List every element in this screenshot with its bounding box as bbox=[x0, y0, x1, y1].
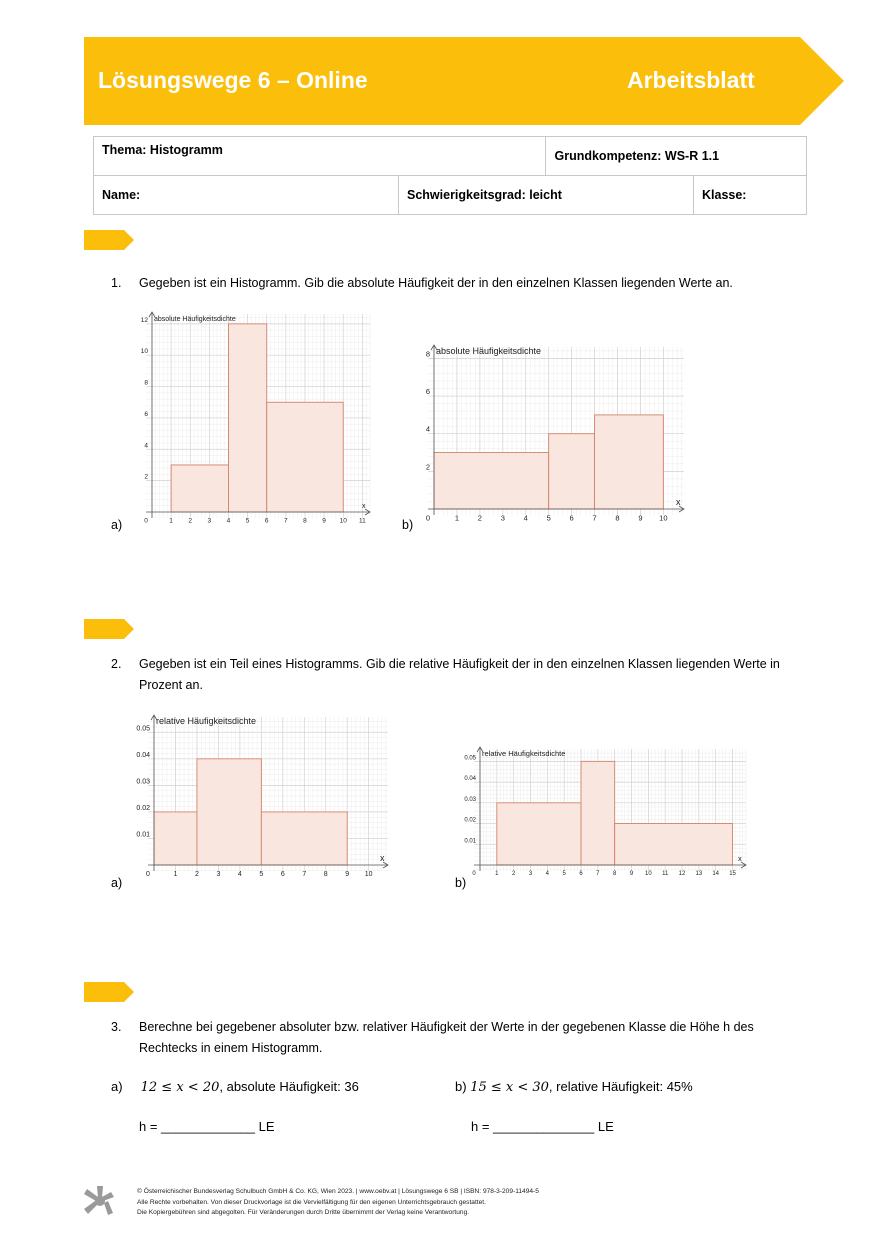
x-tick-label: 3 bbox=[528, 871, 533, 877]
histogram-bar bbox=[497, 803, 581, 865]
x-tick-label: 9 bbox=[629, 871, 634, 877]
x-tick-label: 0 bbox=[472, 871, 476, 877]
x-tick-label: 8 bbox=[615, 513, 620, 523]
y-tick-label: 0.03 bbox=[464, 796, 476, 803]
footer-line: © Österreichischer Bundesverlag Schulbuch GmbH & Co. KG, Wien 2023. | www.oebv.at | Lösungswege 6 SB | ISBN: 978-3-209-11494-5 bbox=[137, 1188, 539, 1195]
y-tick-label: 0.02 bbox=[464, 817, 476, 824]
x-tick-label: 8 bbox=[303, 517, 307, 525]
label-a: a) bbox=[111, 518, 123, 532]
x-tick-label: 2 bbox=[194, 871, 199, 878]
y-tick-label: 12 bbox=[140, 316, 148, 324]
task3-a-label: a) bbox=[111, 1079, 123, 1094]
x-tick-label: 6 bbox=[264, 517, 269, 525]
klasse-cell: Klasse: bbox=[694, 176, 807, 215]
y-axis-label: absolute Häufigkeitsdichte bbox=[436, 346, 542, 356]
y-tick-label: 0.04 bbox=[464, 776, 476, 783]
y-tick-label: 0.04 bbox=[136, 751, 150, 759]
x-tick-label: 13 bbox=[695, 871, 703, 877]
name-cell: Name: bbox=[94, 176, 399, 215]
label-b: b) bbox=[402, 518, 414, 532]
y-tick-label: 4 bbox=[425, 424, 430, 434]
x-tick-label: 3 bbox=[216, 871, 221, 878]
histogram-bar bbox=[549, 434, 595, 509]
footer-line: Alle Rechte vorbehalten. Von dieser Druckvorlage ist die Vervielfältigung für den eigenen Unterrichtsgebrauch gestattet. bbox=[137, 1198, 486, 1206]
x-tick-label: 4 bbox=[237, 871, 242, 878]
x-tick-label: 1 bbox=[495, 871, 499, 877]
y-tick-label: 0.01 bbox=[464, 838, 476, 845]
y-tick-label: 6 bbox=[144, 410, 148, 418]
x-tick-label: 2 bbox=[188, 517, 193, 525]
label-b: b) bbox=[455, 876, 467, 890]
x-tick-label: 1 bbox=[454, 513, 460, 523]
y-tick-label: 4 bbox=[144, 442, 148, 450]
x-tick-label: 1 bbox=[173, 871, 178, 878]
y-tick-label: 0.05 bbox=[136, 725, 150, 733]
oebv-logo-icon bbox=[84, 1186, 114, 1218]
x-tick-label: 5 bbox=[546, 513, 551, 523]
task3-a-text: , absolute Häufigkeit: 36 bbox=[219, 1079, 359, 1094]
histogram-bar bbox=[154, 812, 197, 865]
x-tick-label: 15 bbox=[729, 871, 736, 877]
x-axis-label: x bbox=[738, 854, 742, 863]
histogram-bar bbox=[197, 759, 261, 865]
task-text: Gegeben ist ein Teil eines Histogramms. Gib die relative Häufigkeit der in den einzelnen Klassen liegenden Werte in Prozent an. bbox=[139, 657, 780, 692]
histogram-2a bbox=[136, 713, 405, 888]
section-marker bbox=[84, 619, 134, 639]
section-marker bbox=[84, 982, 134, 1002]
section-marker bbox=[84, 230, 134, 250]
y-tick-label: 10 bbox=[140, 348, 148, 356]
task-text: Berechne bei gegebener absoluter bzw. relativer Häufigkeit der Werte in der gegebenen Klasse die Höhe h des Rechtecks in einem Histogramm. bbox=[139, 1020, 754, 1055]
x-tick-label: 5 bbox=[562, 871, 566, 877]
thema-cell: Thema: Histogramm bbox=[94, 137, 546, 176]
histogram-2b bbox=[464, 745, 760, 885]
x-tick-label: 6 bbox=[280, 871, 285, 878]
x-tick-label: 10 bbox=[645, 871, 652, 877]
x-tick-label: 9 bbox=[638, 513, 643, 523]
x-tick-label: 10 bbox=[364, 871, 373, 878]
footer bbox=[137, 1187, 539, 1219]
histogram-bar bbox=[261, 812, 347, 865]
task3-b bbox=[455, 1079, 693, 1095]
y-axis-label: absolute Häufigkeitsdichte bbox=[154, 316, 236, 323]
histogram-bar bbox=[228, 324, 266, 512]
x-tick-label: 4 bbox=[545, 871, 550, 877]
x-tick-label: 5 bbox=[245, 517, 250, 525]
x-tick-label: 6 bbox=[579, 871, 583, 877]
x-tick-label: 0 bbox=[425, 513, 431, 523]
histogram-bar bbox=[267, 402, 343, 512]
x-tick-label: 2 bbox=[477, 513, 482, 523]
y-tick-label: 8 bbox=[144, 379, 148, 387]
y-tick-label: 0.02 bbox=[136, 804, 150, 812]
task3-b-label: b) bbox=[455, 1079, 467, 1094]
x-tick-label: 3 bbox=[207, 517, 212, 525]
x-tick-label: 10 bbox=[339, 517, 347, 525]
x-tick-label: 4 bbox=[523, 513, 528, 523]
x-tick-label: 3 bbox=[500, 513, 505, 523]
x-tick-label: 1 bbox=[169, 517, 173, 525]
footer-line: Die Kopiergebühren sind abgegolten. Für Veränderungen durch Dritte übernimmt der Verlag keine Verantwortung. bbox=[137, 1209, 470, 1216]
x-tick-label: 14 bbox=[712, 871, 720, 877]
y-axis-label: relative Häufigkeitsdichte bbox=[482, 749, 566, 758]
answer-b-line[interactable]: h = ______________ LE bbox=[471, 1119, 614, 1134]
x-tick-label: 5 bbox=[259, 871, 264, 878]
task3-b-formula: 15 ≤ x < 30 bbox=[470, 1080, 549, 1095]
y-tick-label: 8 bbox=[425, 349, 430, 359]
answer-a-line[interactable]: h = _____________ LE bbox=[139, 1119, 275, 1134]
x-tick-label: 0 bbox=[146, 871, 150, 878]
x-tick-label: 7 bbox=[596, 871, 600, 877]
histogram-bar bbox=[581, 761, 615, 865]
task3-a-formula: 12 ≤ x < 20 bbox=[140, 1080, 220, 1095]
y-tick-label: 2 bbox=[144, 473, 148, 481]
label-a: a) bbox=[111, 876, 123, 890]
banner-doc-type: Arbeitsblatt bbox=[627, 67, 755, 93]
histogram-bar bbox=[171, 465, 228, 512]
x-tick-label: 12 bbox=[678, 871, 686, 877]
task-number: 2. bbox=[111, 657, 122, 671]
schwierigkeit-cell: Schwierigkeitsgrad: leicht bbox=[399, 176, 694, 215]
x-axis-label: x bbox=[676, 497, 681, 507]
task-number: 1. bbox=[111, 276, 122, 290]
x-axis-label: x bbox=[380, 853, 385, 863]
x-tick-label: 7 bbox=[592, 513, 597, 523]
task-number: 3. bbox=[111, 1020, 122, 1034]
info-table bbox=[93, 136, 807, 215]
x-tick-label: 0 bbox=[144, 517, 148, 525]
y-tick-label: 2 bbox=[425, 462, 430, 472]
x-tick-label: 9 bbox=[322, 517, 326, 525]
x-tick-label: 10 bbox=[659, 513, 668, 523]
kompetenz-cell: Grundkompetenz: WS-R 1.1 bbox=[546, 137, 807, 176]
x-tick-label: 8 bbox=[323, 871, 328, 878]
histogram-bar bbox=[615, 824, 733, 865]
y-tick-label: 6 bbox=[425, 387, 430, 397]
x-tick-label: 9 bbox=[345, 871, 350, 878]
y-axis-label: relative Häufigkeitsdichte bbox=[156, 716, 257, 726]
y-tick-label: 0.03 bbox=[136, 778, 150, 786]
histogram-bar bbox=[595, 415, 664, 509]
histogram-bar bbox=[434, 453, 549, 509]
x-tick-label: 4 bbox=[226, 517, 231, 525]
x-axis-label: x bbox=[362, 503, 366, 510]
x-tick-label: 8 bbox=[613, 871, 617, 877]
banner-title: Lösungswege 6 – Online bbox=[98, 67, 368, 93]
x-tick-label: 2 bbox=[511, 871, 516, 877]
x-tick-label: 11 bbox=[662, 871, 669, 877]
x-tick-label: 11 bbox=[358, 517, 366, 525]
x-tick-label: 6 bbox=[569, 513, 574, 523]
header-banner bbox=[84, 37, 844, 125]
x-tick-label: 7 bbox=[302, 871, 307, 878]
task3-b-text: , relative Häufigkeit: 45% bbox=[548, 1079, 693, 1094]
histogram-1a bbox=[140, 310, 385, 530]
x-tick-label: 7 bbox=[284, 517, 288, 525]
y-tick-label: 0.01 bbox=[136, 831, 150, 839]
y-tick-label: 0.05 bbox=[464, 755, 476, 762]
task-text: Gegeben ist ein Histogramm. Gib die absolute Häufigkeit der in den einzelnen Klassen liegenden Werte an. bbox=[139, 276, 733, 290]
task3-a bbox=[111, 1079, 359, 1095]
histogram-1b bbox=[418, 343, 703, 530]
